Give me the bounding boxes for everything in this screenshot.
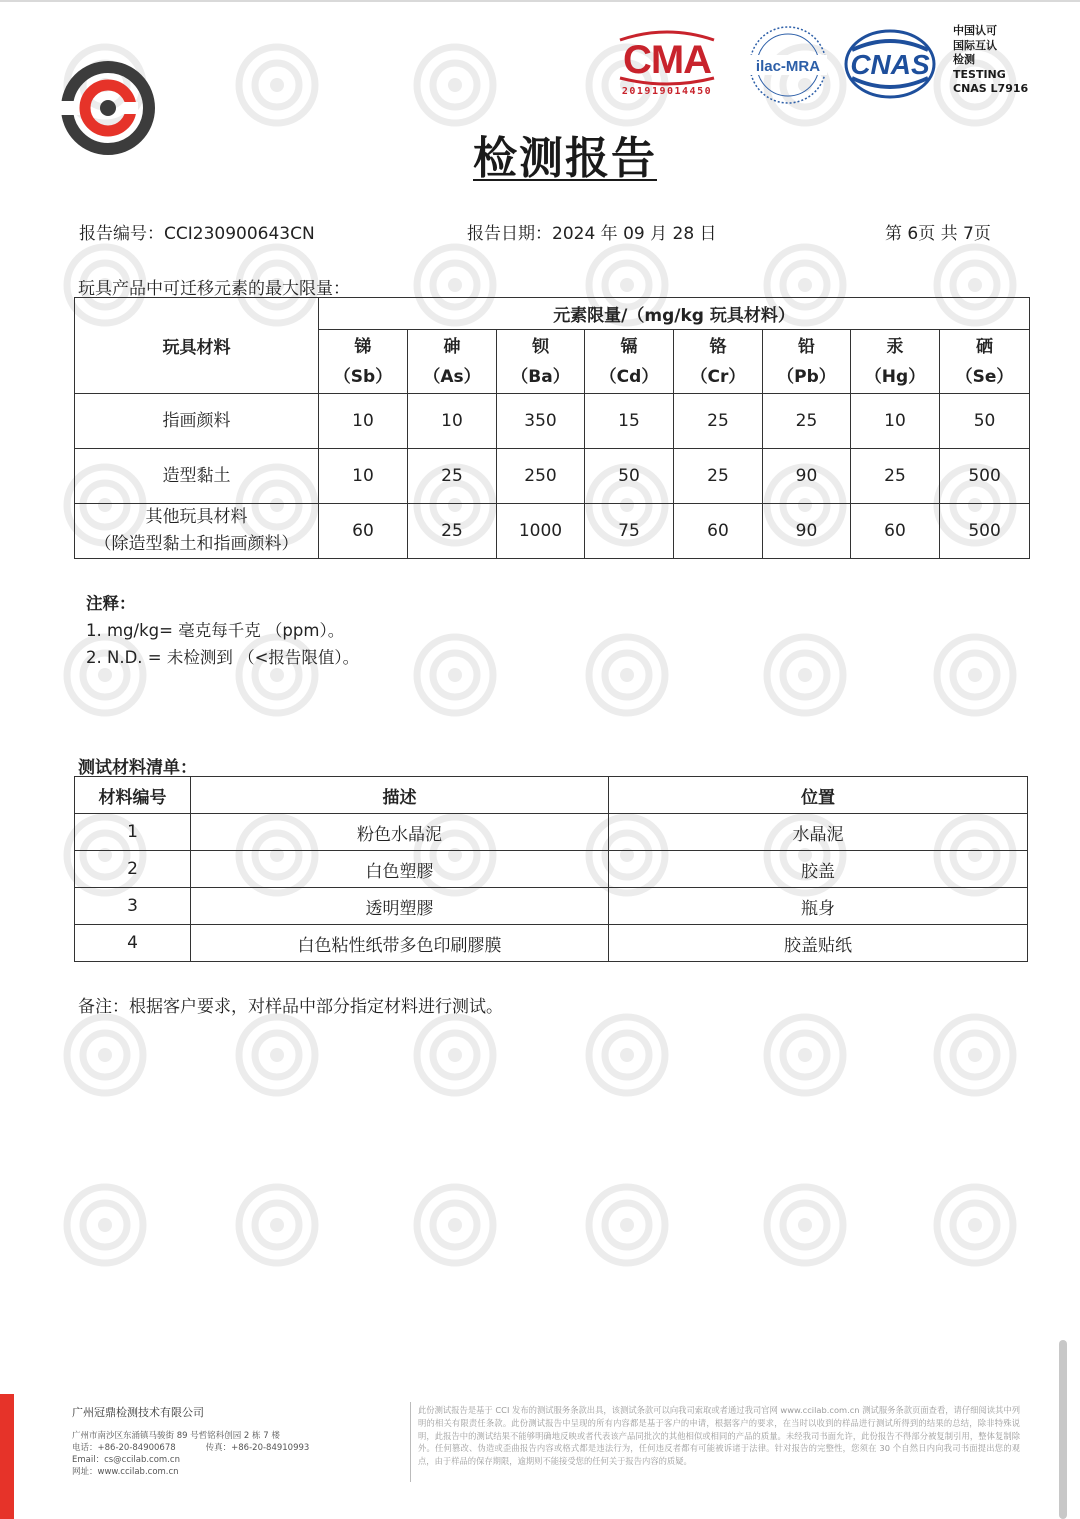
page-number: 第 6页 共 7页 [885, 224, 991, 244]
footer-phone-fax [72, 1442, 309, 1454]
note-item: 2. N.D. = 未检测到 （<报告限值）。 [86, 648, 360, 667]
footer-phone: 电话：+86-20-84900678 [72, 1443, 176, 1453]
material-name-note: （除造型黏土和指画颜料） [94, 534, 299, 554]
watermark-icon [232, 40, 322, 130]
limit-value: 60 [674, 504, 763, 559]
element-name: 砷 [443, 336, 461, 357]
element-header [408, 330, 497, 394]
element-name: 钡 [532, 336, 549, 357]
element-header [585, 330, 674, 394]
limits-intro: 玩具产品中可迁移元素的最大限量： [78, 279, 350, 299]
material-header: 玩具材料 [75, 298, 319, 394]
cnas-logo [842, 28, 938, 100]
element-symbol: （Cr） [690, 366, 746, 387]
watermark-icon [582, 1010, 672, 1100]
limits-row [75, 394, 1030, 449]
limit-value: 50 [940, 394, 1030, 449]
material-description: 粉色水晶泥 [191, 814, 609, 851]
material-row [75, 888, 1028, 925]
watermark-icon [410, 1010, 500, 1100]
limits-body [75, 394, 1030, 559]
top-divider [0, 0, 1080, 2]
element-header [674, 330, 763, 394]
material-row [75, 814, 1028, 851]
material-location: 胶盖 [609, 851, 1028, 888]
accreditation-text [953, 24, 1028, 97]
limits-group-header: 元素限量/（mg/kg 玩具材料） [319, 298, 1030, 330]
report-number: 报告编号：CCI230900643CN [79, 224, 315, 244]
limit-value: 10 [408, 394, 497, 449]
watermark-icon [60, 1010, 150, 1100]
limits-row [75, 449, 1030, 504]
material-name-line: 其他玩具材料 [145, 507, 248, 527]
element-header [497, 330, 585, 394]
footer-disclaimer: 此份测试报告是基于 CCI 发布的测试服务条款出具，该测试条款可以向我司索取或者通过我司官网 www.ccilab.com.cn 测试服务条款页面查看，请仔细阅读其中列明的相关有限责任条款。此份测试报告中呈现的所有内容都是基于客户的申请，根据客户的要求，在当时以收到的样品进行测试所得到的结果的总结，除非特殊说明，此报告中的测试结果不能够明确地反映或者代表该产品同批次的其他相似或相同的产品的质量。未经我司书面允许，此份报告不得部分被复制引用，整体复制除外。任何篡改、伪造或歪曲报告内容或格式都是违法行为，任何违反者都有可能被诉诸于法律。针对报告的完整性，您须在 30 个自然日内向我司书面提出您的观点，由于样品的保存期限，逾期则不能接受您的任何关于报告内容的质疑。 [418, 1405, 1020, 1467]
watermark-icon [930, 630, 1020, 720]
svg-text:CNAS: CNAS [850, 49, 930, 80]
watermark-icon [232, 1180, 322, 1270]
element-header [763, 330, 851, 394]
element-header [851, 330, 940, 394]
element-symbol: （As） [423, 366, 481, 387]
col-header-location: 位置 [609, 777, 1028, 814]
materials-table [74, 776, 1028, 962]
material-location: 水晶泥 [609, 814, 1028, 851]
notes-block [86, 590, 359, 671]
element-name: 铬 [709, 336, 727, 357]
footer-contact [72, 1430, 309, 1478]
report-date: 报告日期：2024 年 09 月 28 日 [467, 224, 717, 244]
element-name: 汞 [886, 336, 904, 357]
element-header [940, 330, 1030, 394]
footer-company: 广州冠鼎检测技术有限公司 [72, 1406, 204, 1419]
material-name-line: 造型黏土 [162, 465, 231, 486]
element-symbol: （Pb） [777, 366, 836, 387]
limits-row [75, 504, 1030, 559]
material-name [75, 504, 319, 559]
watermark-icon [930, 1010, 1020, 1100]
limit-value: 15 [585, 394, 674, 449]
limit-value: 10 [319, 449, 408, 504]
watermark-icon [582, 1180, 672, 1270]
limit-value: 1000 [497, 504, 585, 559]
note-item: 1. mg/kg= 毫克每千克 （ppm）。 [86, 621, 345, 640]
materials-title: 测试材料清单： [78, 758, 197, 778]
limit-value: 60 [319, 504, 408, 559]
material-name [75, 394, 319, 449]
limit-value: 90 [763, 504, 851, 559]
watermark-icon [60, 1180, 150, 1270]
limit-value: 25 [674, 449, 763, 504]
col-header-material-no: 材料编号 [75, 777, 191, 814]
limit-value: 60 [851, 504, 940, 559]
material-description: 白色塑膠 [191, 851, 609, 888]
element-header [319, 330, 408, 394]
watermark-icon [760, 630, 850, 720]
material-description: 透明塑膠 [191, 888, 609, 925]
element-symbol: （Ba） [511, 366, 570, 387]
material-number: 3 [75, 888, 191, 925]
limit-value: 500 [940, 449, 1030, 504]
element-symbol: （Se） [955, 366, 1014, 387]
svg-text:CMA: CMA [622, 38, 712, 82]
page-title: 检测报告 [473, 133, 657, 184]
material-number: 1 [75, 814, 191, 851]
scrollbar[interactable] [1059, 1340, 1067, 1519]
watermark-icon [760, 1180, 850, 1270]
footer-address: 广州市南沙区东涌镇马骏街 89 号哲铭科创园 2 栋 7 楼 [72, 1431, 280, 1441]
material-row [75, 925, 1028, 962]
notes-title: 注释： [86, 594, 136, 613]
limit-value: 10 [851, 394, 940, 449]
col-header-description: 描述 [191, 777, 609, 814]
element-name: 铅 [798, 336, 815, 357]
ilac-mra-logo [745, 24, 831, 106]
remark-note: 备注：根据客户要求，对样品中部分指定材料进行测试。 [78, 997, 503, 1017]
limits-table [74, 297, 1030, 559]
limit-value: 250 [497, 449, 585, 504]
element-symbol: （Cd） [599, 366, 659, 387]
materials-body [75, 814, 1028, 962]
limit-value: 50 [585, 449, 674, 504]
limit-value: 25 [763, 394, 851, 449]
cert-line: TESTING [953, 67, 1006, 81]
watermark-icon [760, 1010, 850, 1100]
limit-value: 500 [940, 504, 1030, 559]
element-name: 硒 [976, 336, 994, 357]
element-symbol: （Sb） [333, 366, 393, 387]
material-name [75, 449, 319, 504]
cert-line: CNAS L7916 [953, 82, 1029, 95]
cert-line: 中国认可 [953, 24, 997, 37]
element-name: 镉 [620, 336, 638, 357]
footer-divider [410, 1402, 411, 1482]
limit-value: 75 [585, 504, 674, 559]
watermark-icon [410, 630, 500, 720]
footer-website: 网址：www.ccilab.com.cn [72, 1467, 179, 1477]
material-number: 4 [75, 925, 191, 962]
cma-number: 201919014450 [621, 86, 713, 97]
limit-value: 350 [497, 394, 585, 449]
element-name: 锑 [354, 336, 372, 357]
material-number: 2 [75, 851, 191, 888]
material-name-line: 指画颜料 [162, 410, 231, 431]
element-symbol: （Hg） [864, 366, 926, 387]
cert-line: 国际互认 [953, 38, 997, 52]
material-location: 胶盖贴纸 [609, 925, 1028, 962]
watermark-icon [410, 40, 500, 130]
footer-email: Email：cs@ccilab.com.cn [72, 1455, 180, 1465]
cert-line: 检测 [953, 53, 975, 66]
material-row [75, 851, 1028, 888]
limit-value: 10 [319, 394, 408, 449]
limit-value: 25 [408, 504, 497, 559]
footer-fax: 传真：+86-20-84910993 [205, 1443, 310, 1453]
limit-value: 25 [851, 449, 940, 504]
watermark-icon [582, 630, 672, 720]
limit-value: 25 [674, 394, 763, 449]
material-location: 瓶身 [609, 888, 1028, 925]
watermark-icon [410, 1180, 500, 1270]
accent-bar [0, 1394, 14, 1519]
watermark-icon [232, 1010, 322, 1100]
limit-value: 90 [763, 449, 851, 504]
svg-text:ilac-MRA: ilac-MRA [755, 58, 821, 75]
limit-value: 25 [408, 449, 497, 504]
watermark-icon [930, 1180, 1020, 1270]
material-description: 白色粘性纸带多色印刷膠膜 [191, 925, 609, 962]
